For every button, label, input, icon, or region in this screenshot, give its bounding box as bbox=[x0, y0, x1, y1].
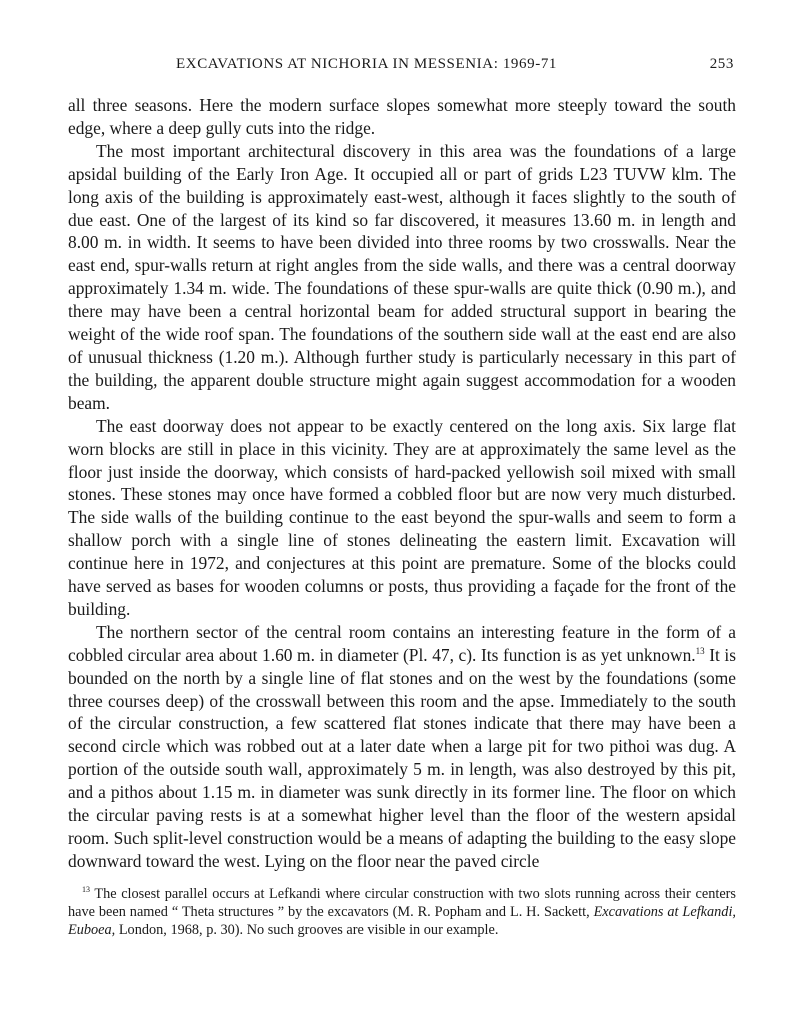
footnotes bbox=[68, 885, 736, 939]
paragraph-1: all three seasons. Here the modern surface slopes somewhat more steeply toward the south edge, where a deep gully cuts into the ridge. bbox=[68, 95, 736, 138]
page-number: 253 bbox=[709, 56, 734, 72]
footnote-reference[interactable]: 13 bbox=[695, 645, 705, 656]
footnote-text-end: London, 1968, p. 30). No such grooves are visible in our example. bbox=[115, 922, 499, 938]
paragraph-2: The most important architectural discovery in this area was the foundations of a large apsidal building of the Early Iron Age. It occupied all or part of grids L23 TUVW klm. The long axis of the building is approximately east-west, although it faces slightly to the south of due east. One of the largest of its kind so far discovered, it measures 13.60 m. in length and 8.00 m. in width. It seems to have been divided into three rooms by two crosswalls. Near the east end, spur-walls return at right angles from the side walls, and there was a central doorway approximately 1.34 m. wide. The foundations of these spur-walls are quite thick (0.90 m.), and there may have been a central horizontal beam for added structural support in bearing the weight of the wide roof span. The foundations of the southern side wall at the east end are also of unusual thickness (1.20 m.). Although further study is particularly necessary in this part of the building, the apparent double structure might again suggest accommodation for a wooden beam. bbox=[68, 140, 736, 413]
paragraph-4-text-start: The northern sector of the central room contains an interesting feature in the form of a cobbled circular area about 1.60 m. in diameter (Pl. 47, c). Its function is as yet unknown. bbox=[68, 621, 736, 665]
running-head-title: EXCAVATIONS AT NICHORIA IN MESSENIA: 1969-71 bbox=[176, 56, 558, 72]
paragraph-4 bbox=[68, 621, 736, 873]
running-head bbox=[68, 56, 736, 80]
footnote-cited-title: Excavations at Lefkandi, Euboea, bbox=[68, 904, 737, 938]
footnote-13 bbox=[68, 885, 736, 939]
paragraph-3: The east doorway does not appear to be exactly centered on the long axis. Six large flat worn blocks are still in place in this vicinity. They are at approximately the same level as the floor just inside the doorway, which consists of hard-packed yellowish soil mixed with small stones. These stones may once have formed a cobbled floor but are now very much disturbed. The side walls of the building continue to the east beyond the spur-walls and seem to form a shallow porch with a single line of stones delineating the eastern limit. Excavation will continue here in 1972, and conjectures at this point are premature. Some of the blocks could have served as bases for wooden columns or posts, thus providing a façade for the front of the building. bbox=[68, 415, 736, 619]
body-text bbox=[68, 94, 736, 873]
page bbox=[68, 56, 736, 873]
footnote-number: 13 bbox=[82, 885, 90, 894]
footnote-text-start: The closest parallel occurs at Lefkandi where circular construction with two slots running across their centers have been named “ Theta structures ” by the excavators (M. R. Popham and L. H. Sackett, bbox=[68, 886, 736, 920]
paragraph-4-text-end: It is bounded on the north by a single line of flat stones and on the west by the foundations (some three courses deep) of the crosswall between this room and the apse. Immediately to the south of the circular construction, a few scattered flat stones indicate that there may have been a second circle which was robbed out at a later date when a large pit for two pithoi was dug. A portion of the outside south wall, approximately 5 m. in length, was also destroyed by this pit, and a pithos about 1.15 m. in diameter was sunk directly in its former line. The floor on which the circular paving rests is at a somewhat higher level than the floor of the western apsidal room. Such split-level construction would be a means of adapting the building to the easy slope downward toward the west. Lying on the floor near the paved circle bbox=[68, 644, 736, 871]
